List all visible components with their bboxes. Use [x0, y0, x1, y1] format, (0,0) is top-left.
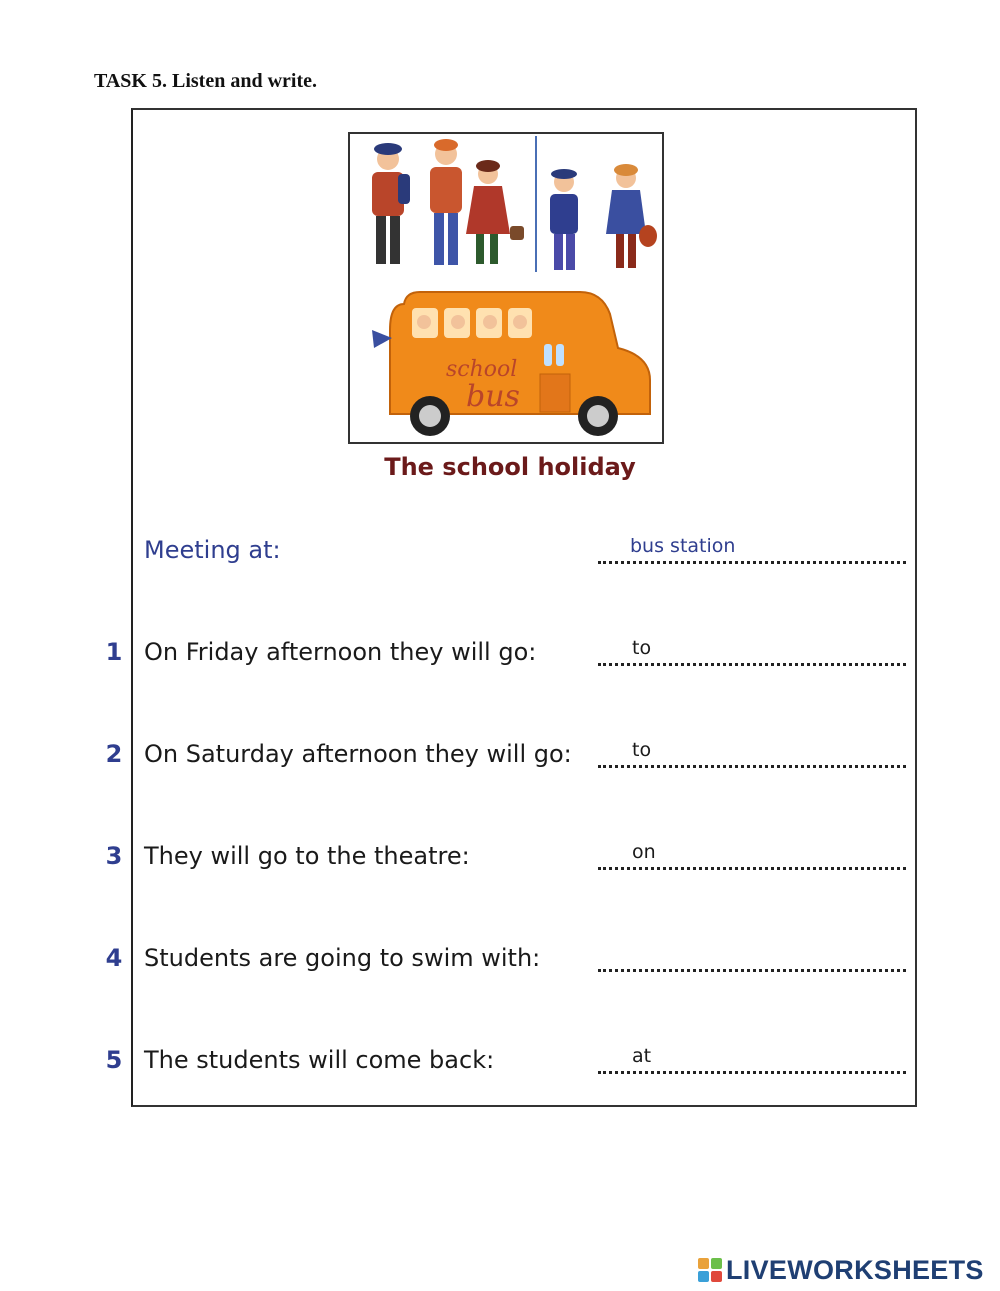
logo-blocks-icon: [698, 1258, 722, 1282]
question-label: They will go to the theatre:: [144, 842, 470, 870]
answer-line: [598, 761, 906, 768]
question-label: The students will come back:: [144, 1046, 495, 1074]
question-number: 3: [105, 842, 123, 870]
bus-text-bus: bus: [466, 379, 520, 414]
brand-name: LIVEWORKSHEETS: [726, 1254, 984, 1285]
kid-figure: [372, 143, 410, 264]
school-bus: [372, 292, 650, 436]
answer-field-5[interactable]: at: [632, 1045, 652, 1067]
answer-field-4[interactable]: [632, 943, 892, 967]
illustration-school-bus: [348, 132, 664, 444]
meeting-answer[interactable]: bus station: [630, 535, 736, 557]
answer-line: [598, 557, 906, 564]
illustration-svg: [350, 134, 662, 442]
question-number: 1: [105, 638, 123, 666]
answer-field-1[interactable]: to: [632, 637, 652, 659]
worksheet-subtitle: The school holiday: [384, 453, 636, 481]
question-number: 2: [105, 740, 123, 768]
kid-figure: [606, 164, 657, 268]
task-title: TASK 5. Listen and write.: [94, 70, 317, 92]
question-label: On Friday afternoon they will go:: [144, 638, 537, 666]
meeting-label: Meeting at:: [144, 536, 281, 564]
question-label: Students are going to swim with:: [144, 944, 541, 972]
answer-line: [598, 659, 906, 666]
kid-figure: [550, 169, 578, 270]
answer-line: [598, 1067, 906, 1074]
question-number: 5: [105, 1046, 123, 1074]
kid-figure: [466, 160, 524, 264]
answer-line: [598, 965, 906, 972]
answer-line: [598, 863, 906, 870]
question-label: On Saturday afternoon they will go:: [144, 740, 572, 768]
answer-field-2[interactable]: to: [632, 739, 652, 761]
answer-field-3[interactable]: on: [632, 841, 656, 863]
question-number: 4: [105, 944, 123, 972]
liveworksheets-logo: [698, 1254, 984, 1286]
kid-figure: [430, 139, 462, 265]
bus-text-school: school: [446, 357, 518, 382]
